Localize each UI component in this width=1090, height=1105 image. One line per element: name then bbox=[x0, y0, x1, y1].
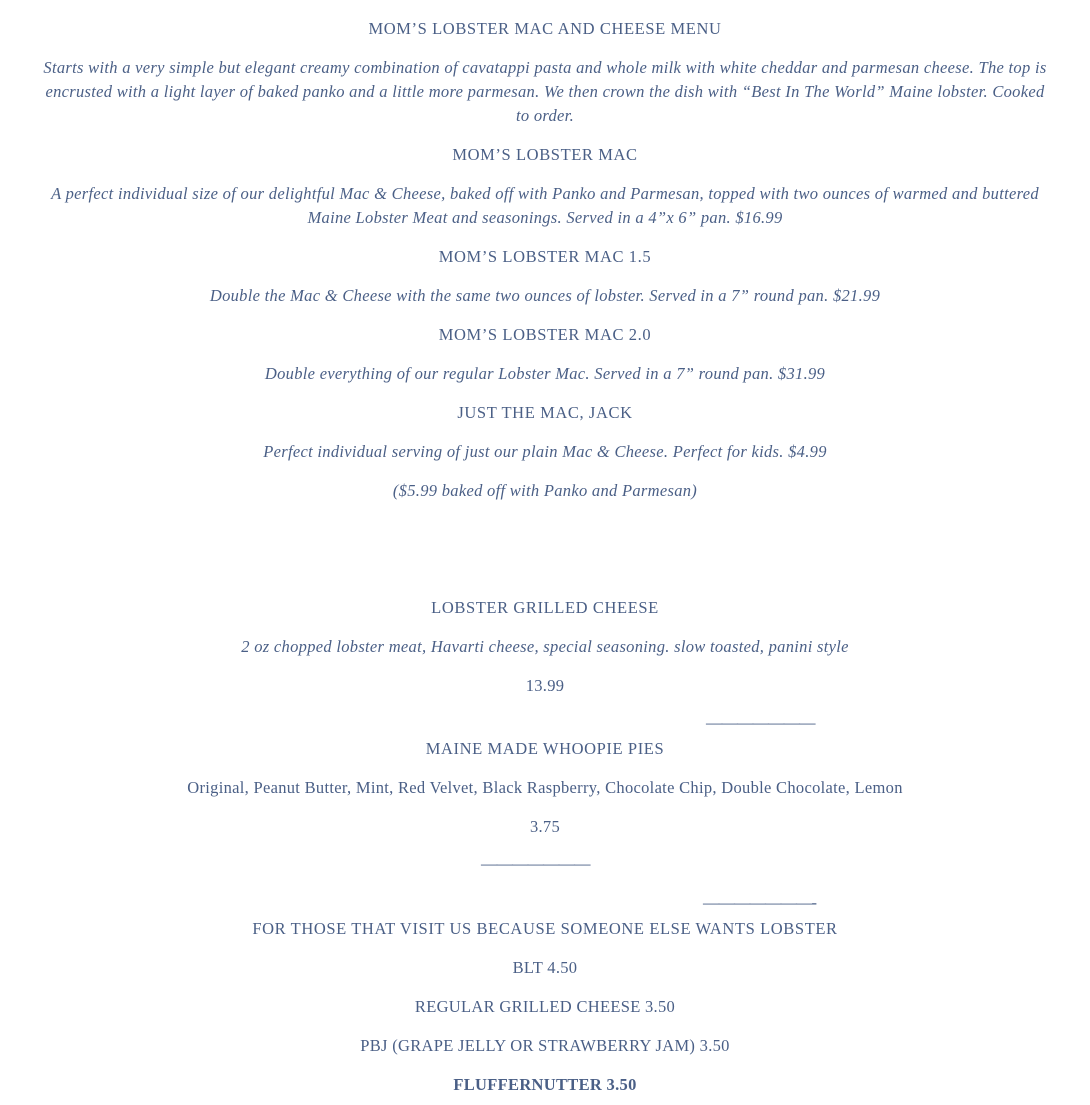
list-item: PBJ (GRAPE JELLY OR STRAWBERRY JAM) 3.50 bbox=[360, 1036, 730, 1055]
others-title: FOR THOSE THAT VISIT US BECAUSE SOMEONE ELSE WANTS LOBSTER bbox=[252, 919, 838, 938]
item-desc-lobster-grilled-cheese: 2 oz chopped lobster meat, Havarti cheese, special seasoning. slow toasted, panini style bbox=[241, 637, 849, 656]
item-name-lobster-mac-1-5: MOM’S LOBSTER MAC 1.5 bbox=[438, 247, 652, 266]
item-name-whoopie-pies: MAINE MADE WHOOPIE PIES bbox=[425, 739, 665, 758]
menu-intro: Starts with a very simple but elegant creamy combination of cavatappi pasta and whole milk with white cheddar and parmesan cheese. The top is encrusted with a light layer of baked panko and a little more parmesan. We then crown the dish with “Best In The World” Maine lobster. Cooked to order. bbox=[43, 58, 1047, 125]
section-divider: ———————- bbox=[703, 893, 816, 912]
section-divider: ——————— bbox=[706, 713, 815, 732]
item-desc-lobster-mac: A perfect individual size of our delightful Mac & Cheese, baked off with Panko and Parmesan, topped with two ounces of warmed and buttered Maine Lobster Meat and seasonings. Served in a 4”x 6” pan. $16.99 bbox=[51, 184, 1039, 227]
item-name-just-the-mac: JUST THE MAC, JACK bbox=[457, 403, 633, 422]
item-price-lobster-grilled-cheese: 13.99 bbox=[525, 676, 565, 695]
item-desc-just-the-mac: Perfect individual serving of just our plain Mac & Cheese. Perfect for kids. $4.99 bbox=[263, 442, 827, 461]
list-item: REGULAR GRILLED CHEESE 3.50 bbox=[414, 997, 676, 1016]
list-item: BLT 4.50 bbox=[512, 958, 578, 977]
item-flavors-whoopie-pies: Original, Peanut Butter, Mint, Red Velvet, Black Raspberry, Chocolate Chip, Double Chocolate, Lemon bbox=[187, 778, 903, 797]
item-name-lobster-mac: MOM’S LOBSTER MAC bbox=[452, 145, 638, 164]
section-divider: ——————— bbox=[481, 854, 590, 873]
menu-title: MOM’S LOBSTER MAC AND CHEESE MENU bbox=[368, 19, 722, 38]
item-name-lobster-grilled-cheese: LOBSTER GRILLED CHEESE bbox=[431, 598, 659, 617]
item-desc-lobster-mac-1-5: Double the Mac & Cheese with the same two ounces of lobster. Served in a 7” round pan. $21.99 bbox=[209, 286, 881, 305]
item-desc-lobster-mac-2-0: Double everything of our regular Lobster Mac. Served in a 7” round pan. $31.99 bbox=[264, 364, 826, 383]
item-name-lobster-mac-2-0: MOM’S LOBSTER MAC 2.0 bbox=[438, 325, 652, 344]
item-note-just-the-mac: ($5.99 baked off with Panko and Parmesan) bbox=[392, 481, 698, 500]
item-price-whoopie-pies: 3.75 bbox=[529, 817, 561, 836]
list-item: FLUFFERNUTTER 3.50 bbox=[453, 1075, 637, 1094]
